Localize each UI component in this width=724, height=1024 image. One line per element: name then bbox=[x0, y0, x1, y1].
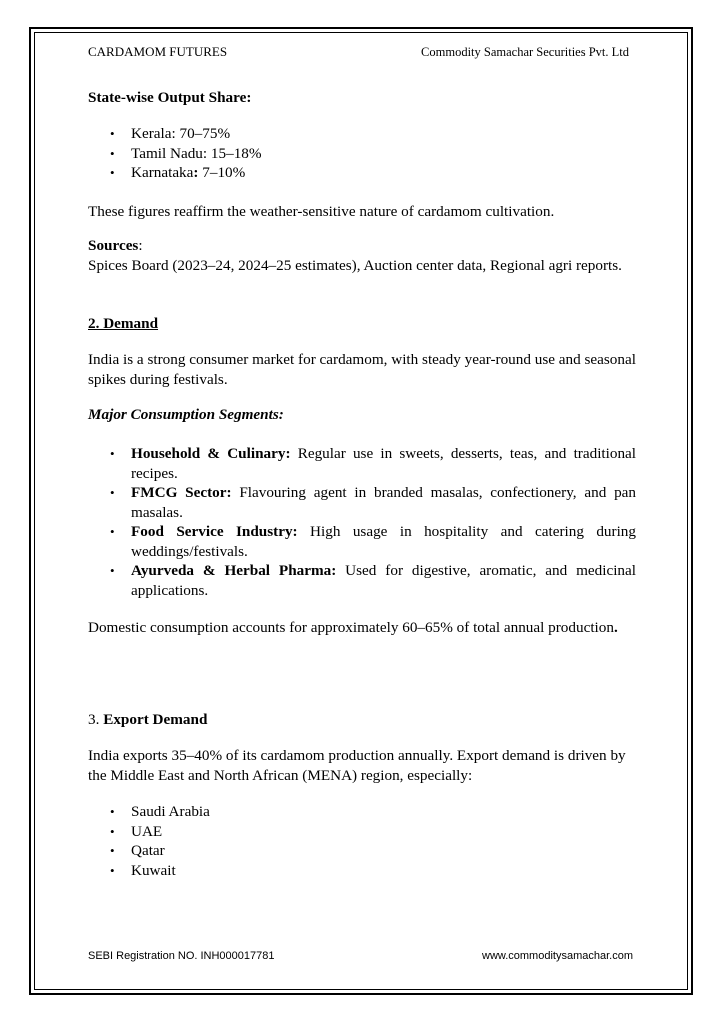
segment-text: High usage in hospitality and catering during weddings/festivals. bbox=[131, 523, 636, 560]
export-number: 3. bbox=[88, 711, 104, 728]
sources-heading bbox=[88, 236, 636, 256]
state-heading: State-wise Output Share: bbox=[88, 89, 252, 106]
state-list bbox=[88, 124, 636, 183]
segment-title: FMCG Sector: bbox=[131, 484, 232, 501]
list-item bbox=[88, 163, 636, 183]
demand-intro: India is a strong consumer market for cardamom, with steady year-round use and seasonal spikes during festivals. bbox=[88, 351, 636, 388]
list-item: • Tamil Nadu: 15–18% bbox=[88, 144, 636, 164]
segments-list bbox=[88, 444, 636, 600]
header-left: CARDAMOM FUTURES bbox=[88, 44, 228, 59]
demand-conclusion bbox=[88, 618, 636, 638]
segment-text: Regular use in sweets, desserts, teas, and traditional recipes. bbox=[131, 445, 636, 482]
list-item: • UAE bbox=[88, 822, 636, 842]
sources-text: Spices Board (2023–24, 2024–25 estimates), Auction center data, Regional agri reports. bbox=[88, 257, 622, 274]
list-item-colon: : bbox=[193, 164, 199, 181]
list-item: • Kerala: 70–75% bbox=[88, 124, 636, 144]
footer-left: SEBI Registration NO. INH000017781 bbox=[88, 950, 275, 962]
export-title: Export Demand bbox=[103, 711, 208, 728]
list-item-value: 7–10% bbox=[198, 164, 246, 181]
sources-label: Sources bbox=[88, 237, 139, 254]
segment-title: Food Service Industry: bbox=[131, 523, 298, 540]
segment-title: Household & Culinary: bbox=[131, 445, 291, 462]
list-item: • Kuwait bbox=[88, 861, 636, 881]
segment-text: Flavouring agent in branded masalas, confectionery, and pan masalas. bbox=[131, 484, 636, 521]
header-right: Commodity Samachar Securities Pvt. Ltd bbox=[421, 45, 629, 59]
list-item bbox=[88, 522, 636, 561]
country-list bbox=[88, 802, 636, 880]
conclusion-period: . bbox=[613, 619, 618, 636]
state-note: These figures reaffirm the weather-sensitive nature of cardamom cultivation. bbox=[88, 203, 555, 220]
list-item-label: Karnataka bbox=[131, 164, 194, 181]
demand-heading: 2. Demand bbox=[88, 315, 159, 332]
list-item bbox=[88, 444, 636, 483]
export-heading bbox=[88, 710, 636, 730]
list-item bbox=[88, 483, 636, 522]
segment-title: Ayurveda & Herbal Pharma: bbox=[131, 562, 337, 579]
segments-heading: Major Consumption Segments: bbox=[88, 406, 284, 423]
conclusion-text: Domestic consumption accounts for approximately 60–65% of total annual production bbox=[88, 619, 614, 636]
footer-right: www.commoditysamachar.com bbox=[482, 950, 633, 962]
list-item: • Qatar bbox=[88, 841, 636, 861]
list-item bbox=[88, 561, 636, 600]
list-item: • Saudi Arabia bbox=[88, 802, 636, 822]
sources-colon: : bbox=[138, 237, 143, 254]
export-intro: India exports 35–40% of its cardamom production annually. Export demand is driven by the Middle East and North African (MENA) region, especially: bbox=[88, 747, 626, 784]
segment-text: Used for digestive, aromatic, and medicinal applications. bbox=[131, 562, 636, 599]
